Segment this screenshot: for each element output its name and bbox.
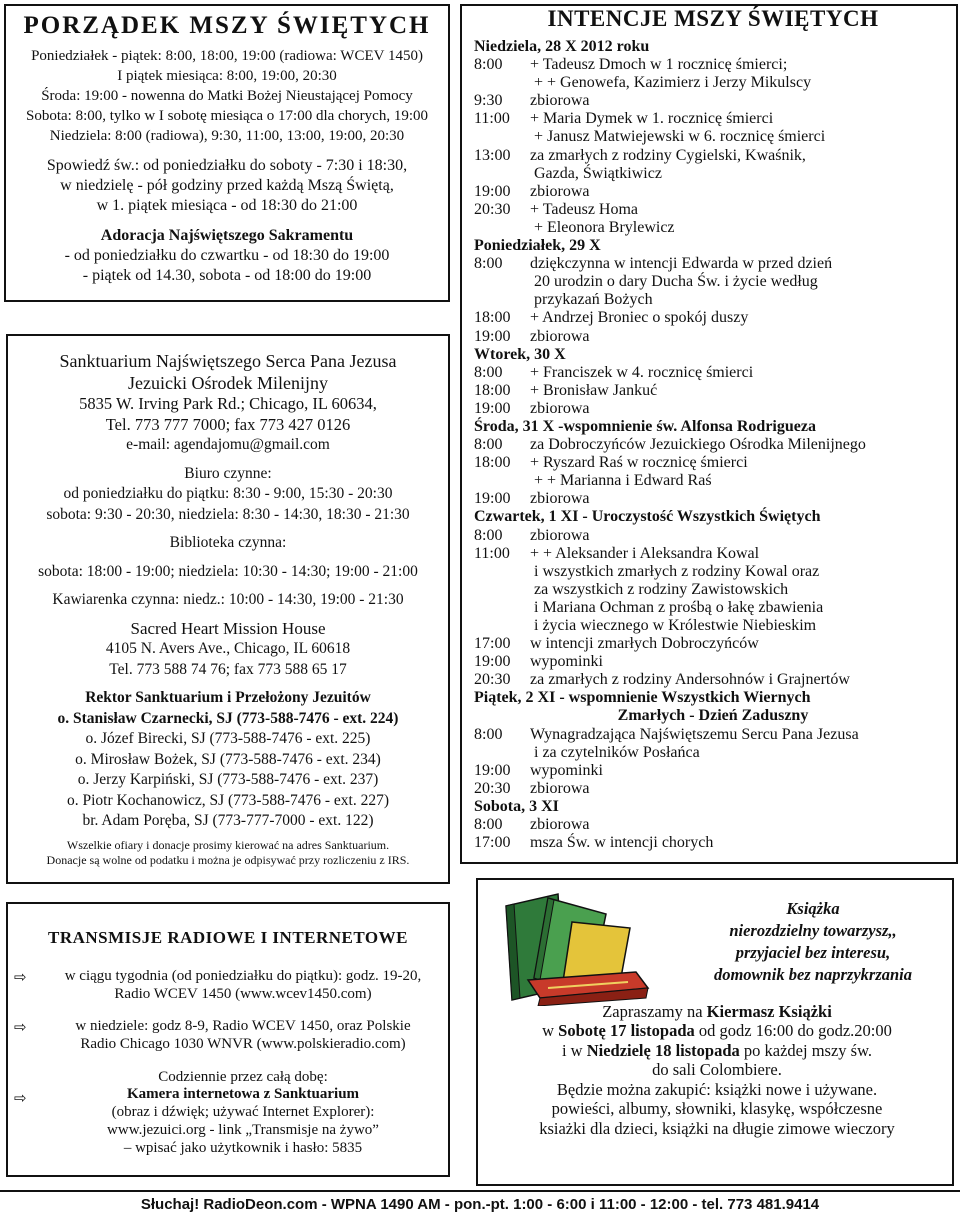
mass-schedule-title: PORZĄDEK MSZY ŚWIĘTYCH: [23, 12, 431, 39]
intention-text: + + Marianna i Edward Raś: [534, 472, 712, 490]
intention-text: + Tadeusz Homa: [530, 200, 639, 218]
camera-line: – wpisać jako użytkownik i hasło: 5835: [123, 1139, 363, 1156]
intention-text: + + Genowefa, Kazimierz i Jerzy Mikulscy: [534, 74, 812, 92]
footer-radio-info: Słuchaj! RadioDeon.com - WPNA 1490 AM - pon.-pt. 1:00 - 6:00 i 11:00 - 12:00 - tel. 773 481.9414: [140, 1196, 820, 1213]
schedule-line: Sobota: 8:00, tylko w I sobotę miesiąca o 17:00 dla chorych, 19:00: [25, 108, 429, 124]
arrow-right-icon: ⇨: [14, 968, 27, 986]
sunday-date: Niedzielę 18 listopada: [586, 1040, 740, 1060]
intention-text: + + Aleksander i Aleksandra Kowal: [530, 544, 760, 562]
intention-text: przykazań Bożych: [534, 291, 653, 309]
mass-time: 20:30: [474, 200, 511, 218]
slogan-line: przyjaciel bez interesu,: [735, 943, 891, 962]
office-line: sobota: 9:30 - 20:30, niedziela: 8:30 - 14:30, 18:30 - 21:30: [46, 505, 410, 523]
sunday-hours: po każdej mszy św.: [739, 1040, 873, 1060]
slogan-line: Książka: [786, 899, 840, 918]
intention-text: + Andrzej Broniec o spokój duszy: [530, 309, 749, 327]
intention-text: i wszystkich zmarłych z rodziny Kowal oraz: [534, 562, 820, 580]
broadcast-box: [6, 902, 450, 1177]
mass-time: 8:00: [474, 363, 503, 381]
sanctuary-email: e-mail: agendajomu@gmail.com: [126, 436, 330, 453]
confession-line: w 1. piątek miesiąca - od 18:30 do 21:00: [96, 197, 358, 214]
intention-text: wypominki: [530, 761, 603, 779]
book-fair-box: [476, 878, 954, 1186]
donation-note: Wszelkie ofiary i donacje prosimy kierować na adres Sanktuarium.: [66, 837, 390, 852]
office-line: od poniedziałku do piątku: 8:30 - 9:00, 15:30 - 20:30: [63, 485, 393, 502]
intention-text: Gazda, Świątkiwicz: [534, 164, 662, 182]
date-prefix: w: [542, 1021, 559, 1041]
broadcast-item: [14, 1018, 442, 1053]
adoration-line: - od poniedziałku do czwartku - od 18:30 do 19:00: [64, 247, 390, 264]
mass-time: 17:00: [474, 834, 511, 852]
intention-text: i za czytelników Posłańca: [534, 743, 700, 761]
slogan-line: nierozdzielny towarzysz,,: [729, 921, 897, 940]
intention-text: msza Św. w intencji chorych: [530, 834, 714, 852]
intention-text: zbiorowa: [530, 92, 590, 110]
day-heading: Czwartek, 1 XI - Uroczystość Wszystkich Świętych: [474, 508, 821, 526]
schedule-line: Niedziela: 8:00 (radiowa), 9:30, 11:00, 13:00, 19:00, 20:30: [49, 128, 405, 144]
intention-text: 20 urodzin o dary Ducha Św. i życie według: [534, 273, 818, 291]
books-illustration-icon: [488, 888, 658, 1006]
mass-time: 19:00: [474, 182, 511, 200]
mass-time: 19:00: [474, 761, 511, 779]
mass-time: 18:00: [474, 381, 511, 399]
schedule-line: Poniedziałek - piątek: 8:00, 18:00, 19:00 (radiowa: WCEV 1450): [31, 48, 423, 64]
sanctuary-info-box: [6, 334, 450, 884]
intention-text: zbiorowa: [530, 182, 590, 200]
adoration-line: - piątek od 14.30, sobota - od 18:00 do 19:00: [82, 267, 372, 284]
broadcast-item: [14, 968, 442, 1003]
intention-text: za zmarłych z rodziny Andersohnów i Grajnertów: [530, 671, 850, 689]
mass-time: 20:30: [474, 671, 511, 689]
saturday-date: Sobotę 17 listopada: [558, 1021, 695, 1041]
mass-time: 8:00: [474, 56, 503, 74]
intention-text: zbiorowa: [530, 327, 590, 345]
camera-line: (obraz i dźwięk; używać Internet Explorer):: [111, 1104, 375, 1121]
mass-time: 9:30: [474, 92, 503, 110]
priest-line: o. Piotr Kochanowicz, SJ (773-588-7476 - ext. 227): [66, 791, 389, 809]
book-fair-line: ksiażki dla dzieci, książki na długie zimowe wieczory: [539, 1118, 895, 1138]
intentions-title: INTENCJE MSZY ŚWIĘTYCH: [547, 6, 879, 31]
schedule-line: I piątek miesiąca: 8:00, 19:00, 20:30: [117, 68, 337, 84]
arrow-right-icon: ⇨: [14, 1088, 27, 1107]
rector-name: o. Stanisław Czarnecki, SJ (773-588-7476 - ext. 224): [57, 709, 399, 727]
sanctuary-center: Jezuicki Ośrodek Milenijny: [128, 373, 328, 393]
mass-time: 8:00: [474, 436, 503, 454]
intention-text: i życia wiecznego w Królestwie Niebieskim: [534, 617, 817, 634]
broadcast-item: [14, 1069, 442, 1157]
mass-time: 11:00: [474, 110, 510, 128]
sanctuary-address: 5835 W. Irving Park Rd.; Chicago, IL 60634,: [79, 394, 377, 413]
intention-text: zbiorowa: [530, 779, 590, 797]
intention-text: zbiorowa: [530, 526, 590, 544]
day-heading: Wtorek, 30 X: [474, 345, 566, 363]
intention-text: + Janusz Matwiejewski w 6. rocznicę śmierci: [534, 128, 826, 146]
date-prefix: i w: [561, 1040, 587, 1060]
mass-time: 8:00: [474, 816, 503, 834]
broadcast-line: Radio WCEV 1450 (www.wcev1450.com): [114, 985, 372, 1002]
intention-text: + Maria Dymek w 1. rocznicę śmierci: [530, 110, 774, 128]
mass-time: 17:00: [474, 635, 511, 653]
slogan-line: domownik bez naprzykrzania: [713, 965, 913, 984]
intention-text: + Franciszek w 4. rocznicę śmierci: [530, 363, 754, 381]
intention-text: za Dobroczyńców Jezuickiego Ośrodka Milenijnego: [530, 436, 866, 454]
library-title: Biblioteka czynna:: [169, 534, 287, 551]
priest-line: o. Józef Birecki, SJ (773-588-7476 - ext. 225): [85, 730, 371, 747]
mission-house-name: Sacred Heart Mission House: [130, 618, 326, 638]
intention-text: wypominki: [530, 653, 603, 671]
intention-text: i Mariana Ochman z prośbą o łakę zbawienia: [534, 598, 824, 616]
book-fair-line: Będzie można zakupić: książki nowe i używane.: [556, 1079, 878, 1099]
intention-text: za zmarłych z rodziny Cygielski, Kwaśnik,: [530, 146, 806, 164]
confession-line: w niedzielę - pół godziny przed każdą Mszą Świętą,: [60, 177, 394, 194]
mass-time: 18:00: [474, 454, 511, 472]
intention-text: dziękczynna w intencji Edwarda w przed dzień: [530, 255, 833, 273]
venue: do sali Colombiere.: [652, 1060, 782, 1080]
mass-time: 8:00: [474, 526, 503, 544]
mass-time: 8:00: [474, 255, 503, 273]
intention-text: + Bronisław Jankuć: [530, 381, 658, 399]
mass-time: 19:00: [474, 327, 511, 345]
sanctuary-name: Sanktuarium Najświętszego Serca Pana Jezusa: [59, 351, 397, 371]
intention-text: + Ryszard Raś w rocznicę śmierci: [530, 454, 748, 472]
cafe-line: Kawiarenka czynna: niedz.: 10:00 - 14:30, 19:00 - 21:30: [52, 591, 404, 608]
mass-time: 13:00: [474, 146, 511, 164]
rector-title: Rektor Sanktuarium i Przełożony Jezuitów: [85, 689, 371, 706]
book-fair-name: Kiermasz Książki: [706, 1002, 832, 1021]
intention-text: Wynagradzająca Najświętszemu Sercu Pana Jezusa: [530, 725, 859, 743]
day-heading: Piątek, 2 XI - wspomnienie Wszystkich Wiernych: [474, 689, 811, 707]
intention-text: w intencji zmarłych Dobroczyńców: [530, 635, 759, 653]
day-heading: Sobota, 3 XI: [474, 797, 559, 815]
broadcast-line: w ciągu tygodnia (od poniedziałku do piątku): godz. 19-20,: [64, 968, 422, 984]
mass-schedule-box: [4, 4, 450, 302]
camera-title: Kamera internetowa z Sanktuarium: [126, 1086, 360, 1103]
broadcast-line: Radio Chicago 1030 WNVR (www.polskieradio.com): [80, 1036, 406, 1053]
priest-line: o. Mirosław Bożek, SJ (773-588-7476 - ext. 234): [75, 750, 381, 768]
mass-time: 18:00: [474, 309, 511, 327]
mass-time: 19:00: [474, 653, 511, 671]
broadcast-title: TRANSMISJE RADIOWE I INTERNETOWE: [47, 928, 408, 947]
confession-line: Spowiedź św.: od poniedziałku do soboty - 7:30 i 18:30,: [46, 157, 408, 174]
donation-note: Donacje są wolne od podatku i można je odpisywać przy rozliczeniu z IRS.: [46, 852, 410, 867]
day-heading: Poniedziałek, 29 X: [474, 237, 601, 255]
invite-text: Zapraszamy na: [602, 1002, 707, 1021]
arrow-right-icon: ⇨: [14, 1018, 27, 1037]
intention-text: zbiorowa: [530, 816, 590, 834]
sanctuary-phone: Tel. 773 777 7000; fax 773 427 0126: [105, 414, 351, 434]
mass-time: 20:30: [474, 779, 511, 797]
intention-text: za wszystkich z rodziny Zawistowskich: [534, 580, 789, 598]
intention-text: + Eleonora Brylewicz: [534, 218, 675, 236]
office-title: Biuro czynne:: [184, 464, 272, 482]
priest-line: o. Jerzy Karpiński, SJ (773-588-7476 - ext. 237): [77, 771, 379, 788]
intention-text: zbiorowa: [530, 399, 590, 417]
intention-text: + Tadeusz Dmoch w 1 rocznicę śmierci;: [530, 56, 788, 74]
priest-line: br. Adam Poręba, SJ (773-777-7000 - ext. 122): [82, 812, 374, 829]
mass-time: 11:00: [474, 544, 510, 562]
mass-time: 19:00: [474, 490, 511, 508]
mass-intentions-box: [460, 4, 958, 864]
camera-link: www.jezuici.org - link „Transmisje na żywo”: [107, 1121, 379, 1138]
mass-time: 19:00: [474, 399, 511, 417]
broadcast-line: w niedziele: godz 8-9, Radio WCEV 1450, oraz Polskie: [75, 1018, 411, 1035]
mass-time: 8:00: [474, 725, 503, 743]
library-line: sobota: 18:00 - 19:00; niedziela: 10:30 - 14:30; 19:00 - 21:00: [38, 562, 418, 580]
schedule-line: Środa: 19:00 - nowenna do Matki Bożej Nieustającej Pomocy: [41, 88, 413, 104]
book-fair-details: [478, 1002, 956, 1138]
day-heading: Środa, 31 X -wspomnienie św. Alfonsa Rodrigueza: [474, 417, 816, 435]
footer-divider: [0, 1190, 960, 1192]
day-heading: Niedziela, 28 X 2012 roku: [474, 38, 650, 55]
intention-text: zbiorowa: [530, 490, 590, 508]
adoration-title: Adoracja Najświętszego Sakramentu: [100, 227, 354, 244]
saturday-hours: od godz 16:00 do godz.20:00: [694, 1021, 892, 1041]
mission-house-phone: Tel. 773 588 74 76; fax 773 588 65 17: [109, 660, 347, 678]
day-heading: Zmarłych - Dzień Zaduszny: [617, 707, 809, 725]
mission-house-address: 4105 N. Avers Ave., Chicago, IL 60618: [105, 640, 351, 657]
book-slogan: [678, 898, 948, 986]
book-fair-line: powieści, albumy, słowniki, klasykę, współczesne: [551, 1099, 883, 1119]
camera-intro: Codziennie przez całą dobę:: [158, 1068, 328, 1085]
